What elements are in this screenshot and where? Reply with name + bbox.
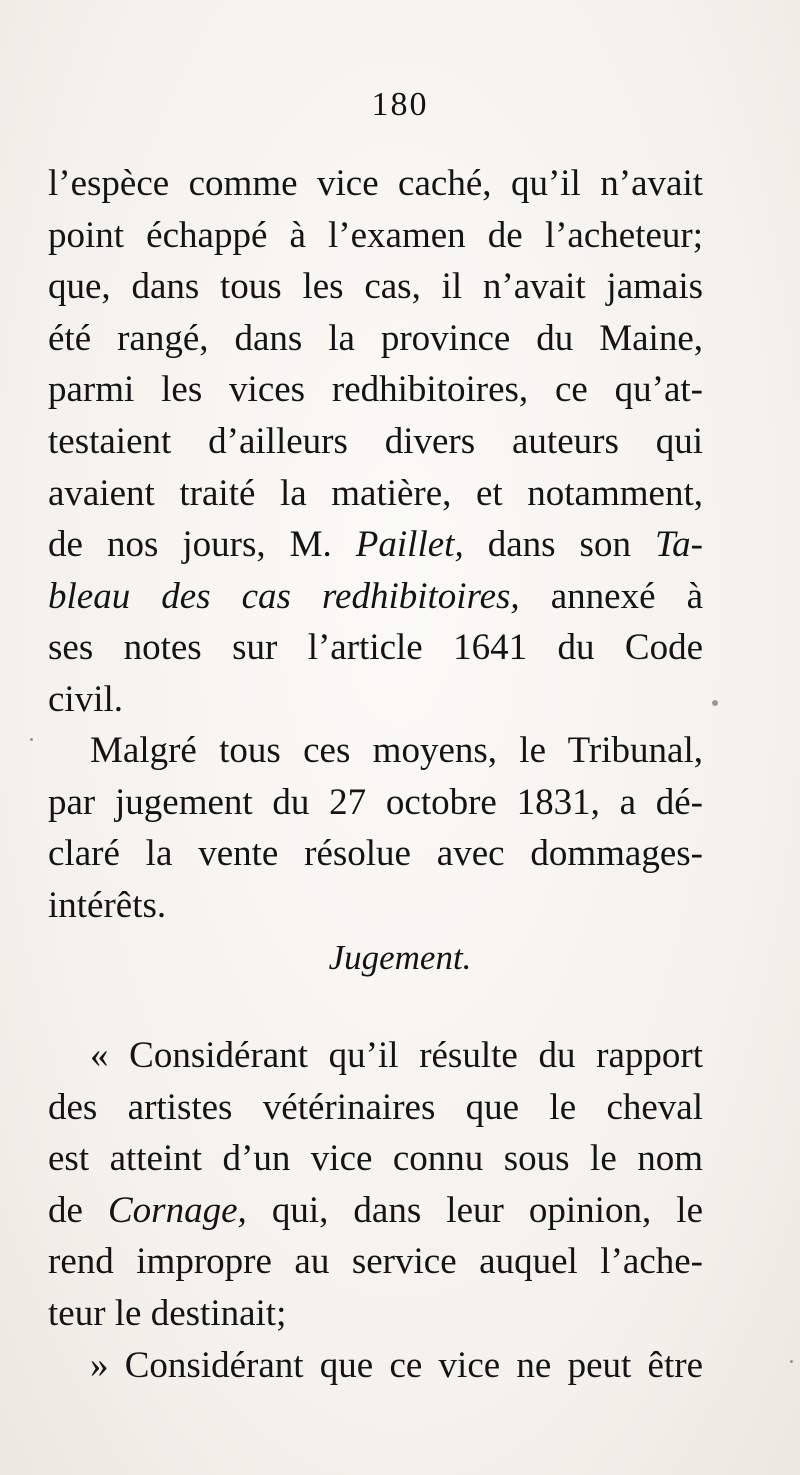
text-line: des artistes vétérinaires que le cheval [48,1086,703,1128]
text-line [48,1185,703,1237]
vice-name: Cornage, [108,1189,247,1231]
paper-speck [30,738,33,741]
paper-speck [712,700,718,706]
text-run: de nos jours, M. [48,524,356,566]
text-line: rend impropre au service auquel l’ache- [48,1241,703,1283]
text-line: avaient traité la matière, et notamment, [48,472,703,514]
text-line: intérêts. [48,884,167,926]
text-line: est atteint d’un vice connu sous le nom [48,1138,703,1180]
book-title-start: Ta- [654,524,703,566]
section-heading: Jugement. [328,938,472,977]
text-line: que, dans tous les cas, il n’avait jamais [48,266,703,308]
text-line: civil. [48,678,124,720]
text-line: par jugement du 27 octobre 1831, a dé- [48,781,703,823]
text-line: Malgré tous ces moyens, le Tribunal, [90,730,703,771]
text-run: qui, dans leur opinion, le [246,1189,703,1231]
book-title-end: bleau des cas redhibitoires, [48,575,520,617]
text-line: teur le destinait; [48,1292,287,1334]
text-run: dans son [463,524,655,566]
text-line: « Considérant qu’il résulte du rapport [90,1035,703,1076]
paper-speck [790,1360,793,1363]
text-run: de [48,1189,108,1231]
text-line: testaient d’ailleurs divers auteurs qui [48,420,703,462]
text-run: annexé à [519,575,703,617]
page-number: 180 [371,86,429,123]
text-line [48,519,703,571]
text-line: l’espèce comme vice caché, qu’il n’avait [48,163,703,204]
paragraph-1 [48,158,703,726]
text-line: ses notes sur l’article 1641 du Code [48,627,703,669]
text-line: parmi les vices redhibitoires, ce qu’at- [48,369,703,411]
text-line: été rangé, dans la province du Maine, [48,317,703,359]
paragraph-4 [48,1340,703,1392]
paragraph-2 [48,725,703,931]
text-line: claré la vente résolue avec dommages- [48,833,703,875]
author-name: Paillet, [355,524,464,566]
text-line [48,571,703,623]
paragraph-3 [48,1030,703,1340]
text-line: » Considérant que ce vice ne peut être [90,1345,703,1386]
text-line: point échappé à l’examen de l’acheteur; [48,214,703,256]
